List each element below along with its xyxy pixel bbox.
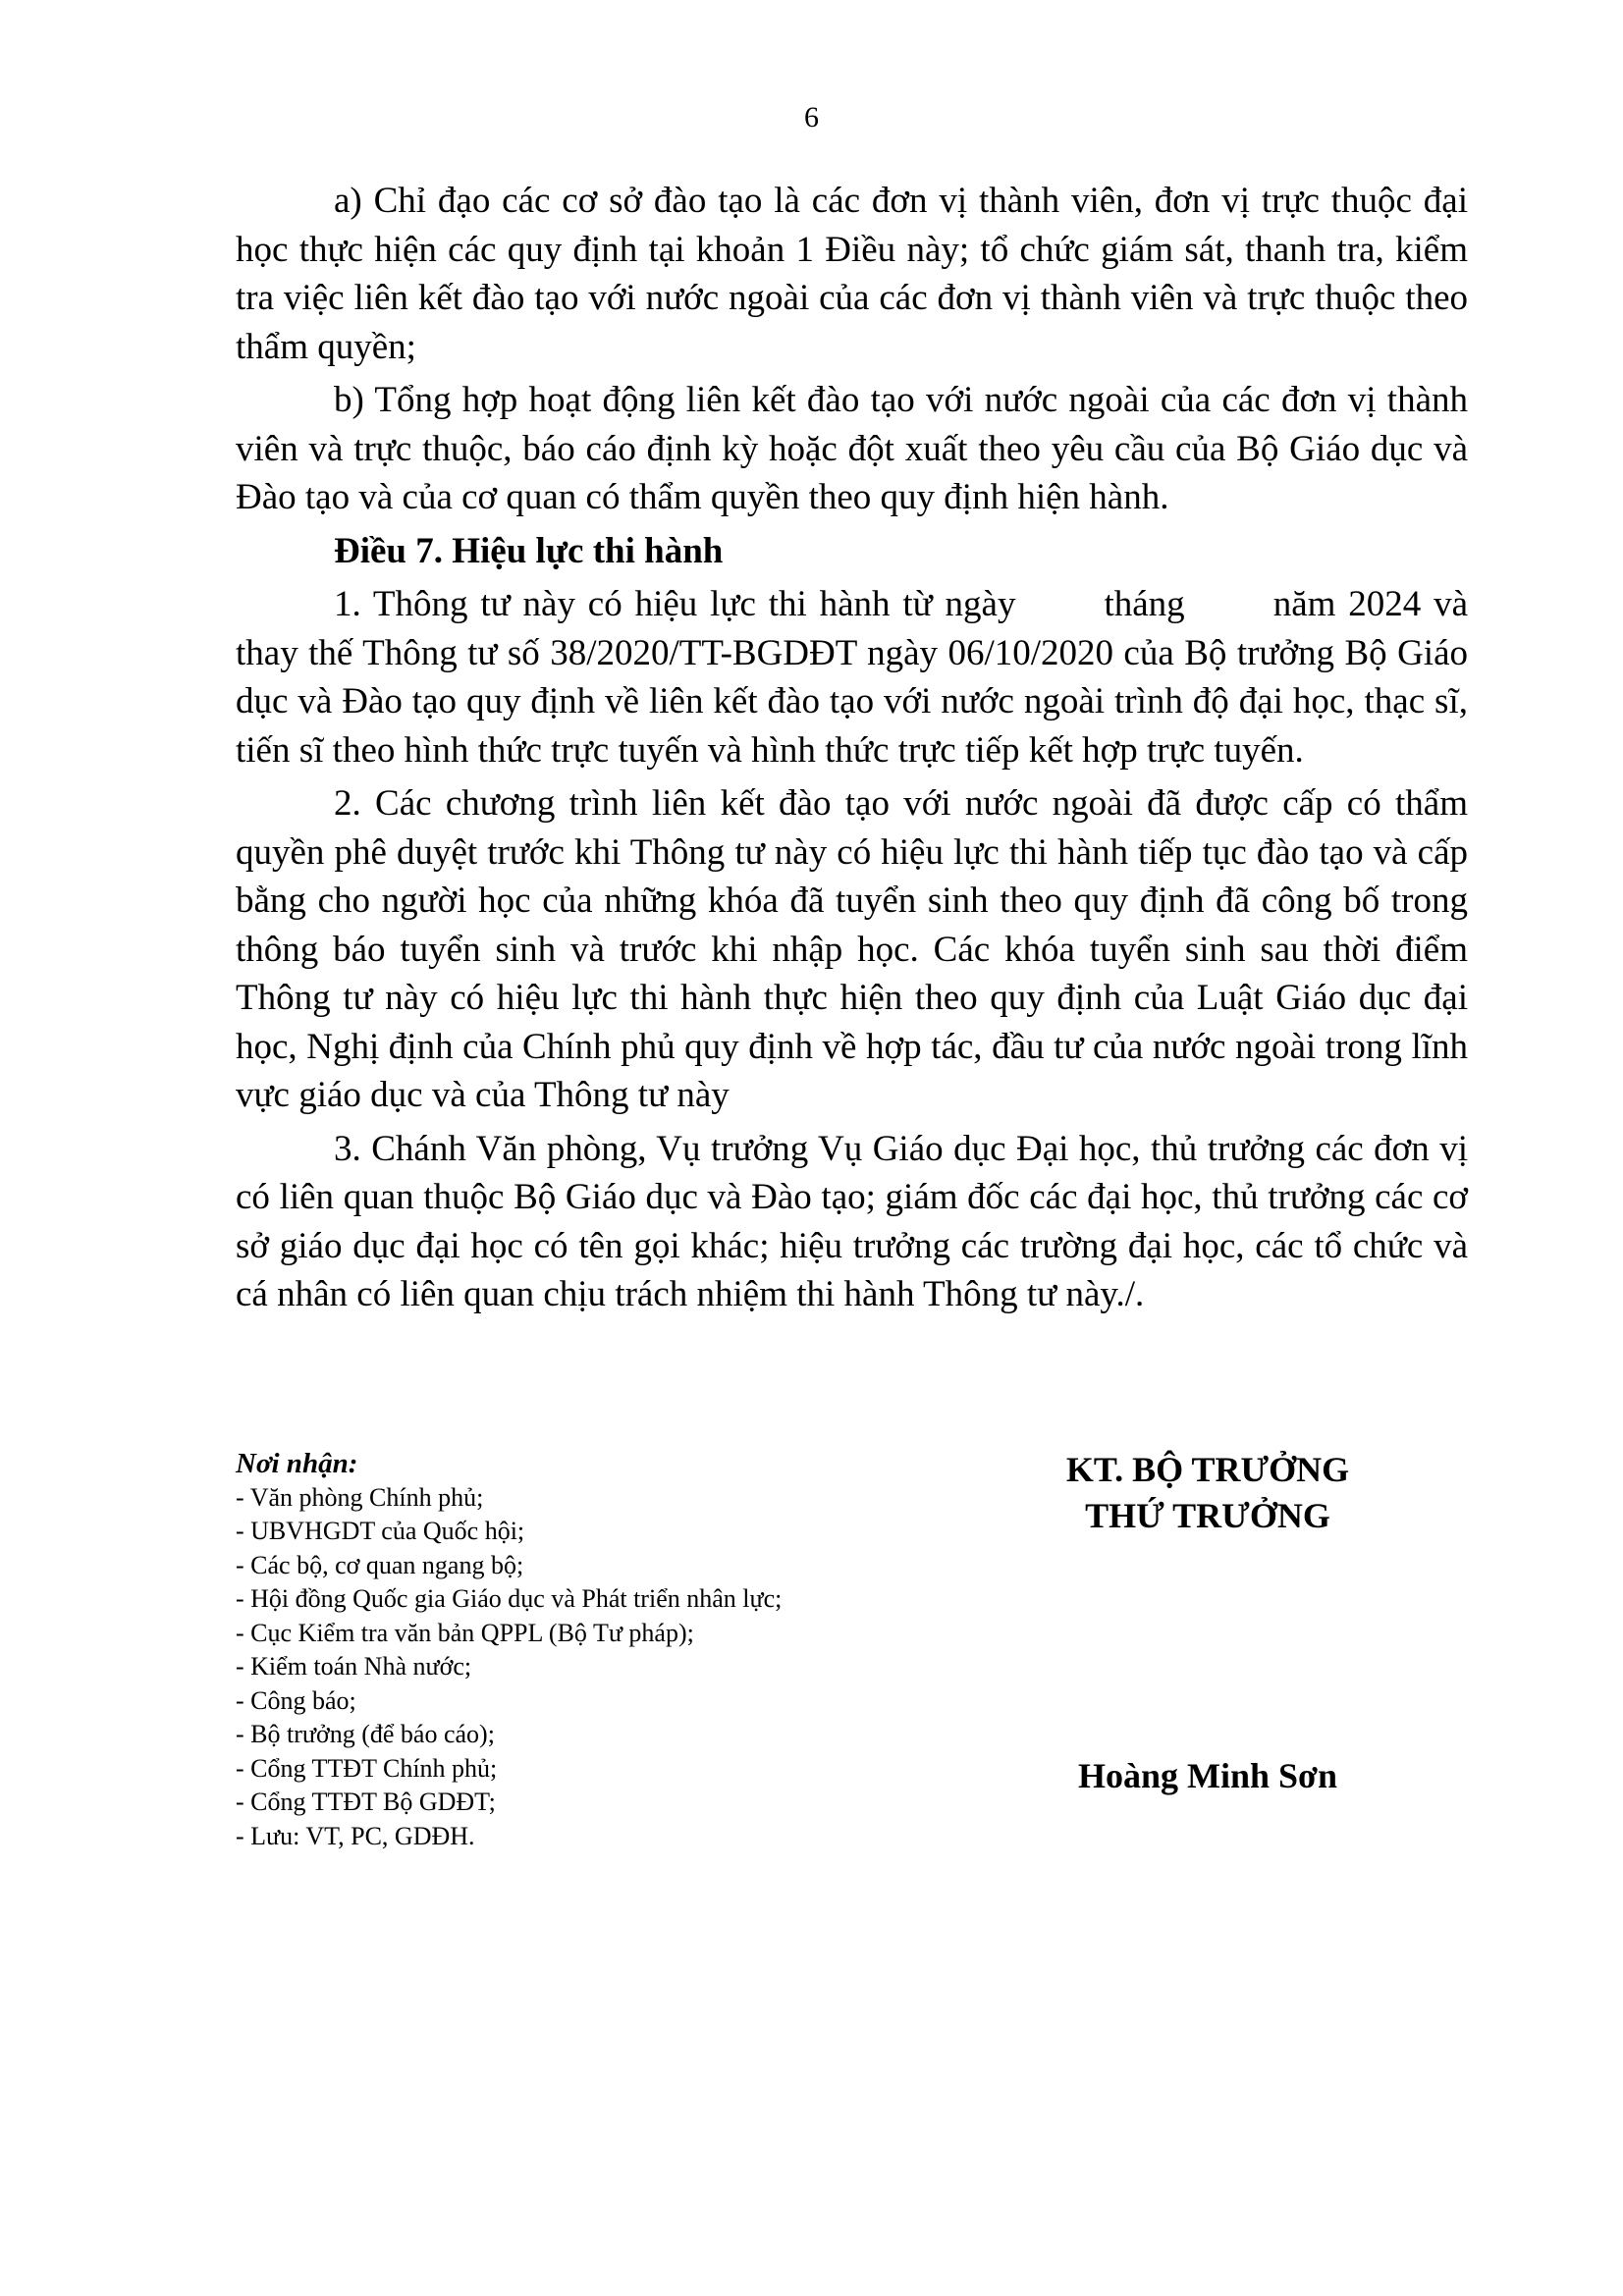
- signer-name: Hoàng Minh Sơn: [1077, 1756, 1338, 1795]
- recipient-item: - Công báo;: [236, 1685, 356, 1715]
- recipient-item: - Bộ trưởng (để báo cáo);: [236, 1720, 495, 1748]
- clause-2: 2. Các chương trình liên kết đào tạo với nước ngoài đã được cấp có thẩm quyền phê duyệt trước khi Thông tư này có hiệu lực thi hành tiếp tục đào tạo và cấp bằng cho người học của những khóa đã tuyển sinh theo quy định đã công bố trong thông báo tuyển sinh và trước khi nhập học. Các khóa tuyển sinh sau thời điểm Thông tư này có hiệu lực thi hành thực hiện theo quy định của Luật Giáo dục đại học, Nghị định của Chính phủ quy định về hợp tác, đầu tư của nước ngoài trong lĩnh vực giáo dục và của Thông tư này: [236, 783, 1468, 1115]
- article-7-heading: Điều 7. Hiệu lực thi hành: [334, 530, 724, 571]
- signature-block: [982, 1447, 1434, 1795]
- recipients-title: Nơi nhận:: [236, 1448, 358, 1479]
- document-body: [236, 177, 1468, 1324]
- paragraph-a: a) Chỉ đạo các cơ sở đào tạo là các đơn vị thành viên, đơn vị trực thuộc đại học thực hiện các quy định tại khoản 1 Điều này; tổ chức giám sát, thanh tra, kiểm tra việc liên kết đào tạo với nước ngoài của các đơn vị thành viên và trực thuộc theo thẩm quyền;: [236, 181, 1468, 367]
- recipient-item: - Các bộ, cơ quan ngang bộ;: [236, 1550, 524, 1579]
- recipient-item: - Kiểm toán Nhà nước;: [236, 1652, 472, 1681]
- signature-title-line-1: KT. BỘ TRƯỞNG: [1065, 1450, 1350, 1489]
- recipient-item: - UBVHGDT của Quốc hội;: [236, 1517, 525, 1545]
- recipients-list: [236, 1447, 1021, 1853]
- recipient-item: - Cổng TTĐT Bộ GDĐT;: [236, 1788, 496, 1816]
- page-number: 6: [804, 101, 819, 133]
- clause-1-part-b: tháng: [1104, 584, 1185, 624]
- recipient-item: - Cục Kiểm tra văn bản QPPL (Bộ Tư pháp);: [236, 1618, 694, 1647]
- recipient-item: - Lưu: VT, PC, GDĐH.: [236, 1821, 475, 1850]
- clause-1: [236, 580, 1468, 774]
- signature-title-line-2: THỨ TRƯỞNG: [1085, 1496, 1330, 1535]
- paragraph-b: b) Tổng hợp hoạt động liên kết đào tạo với nước ngoài của các đơn vị thành viên và trực thuộc, báo cáo định kỳ hoặc đột xuất theo yêu cầu của Bộ Giáo dục và Đào tạo và của cơ quan có thẩm quyền theo quy định hiện hành.: [236, 380, 1468, 517]
- recipient-item: - Văn phòng Chính phủ;: [236, 1482, 484, 1512]
- clause-1-part-a: 1. Thông tư này có hiệu lực thi hành từ ngày: [334, 584, 1016, 624]
- clause-1-part-c: năm 2024 và thay thế Thông tư số 38/2020/TT-BGDĐT ngày 06/10/2020 của Bộ trưởng Bộ Giáo dục và Đào tạo quy định về liên kết đào tạo với nước ngoài trình độ đại học, thạc sĩ, tiến sĩ theo hình thức trực tuyến và hình thức trực tiếp kết hợp trực tuyến.: [236, 584, 1468, 771]
- clause-3: 3. Chánh Văn phòng, Vụ trưởng Vụ Giáo dục Đại học, thủ trưởng các đơn vị có liên quan thuộc Bộ Giáo dục và Đào tạo; giám đốc các đại học, thủ trưởng các cơ sở giáo dục đại học có tên gọi khác; hiệu trưởng các trường đại học, các tổ chức và cá nhân có liên quan chịu trách nhiệm thi hành Thông tư này./.: [236, 1128, 1468, 1314]
- recipient-item: - Hội đồng Quốc gia Giáo dục và Phát triển nhân lực;: [236, 1584, 783, 1613]
- recipient-item: - Cổng TTĐT Chính phủ;: [236, 1753, 498, 1783]
